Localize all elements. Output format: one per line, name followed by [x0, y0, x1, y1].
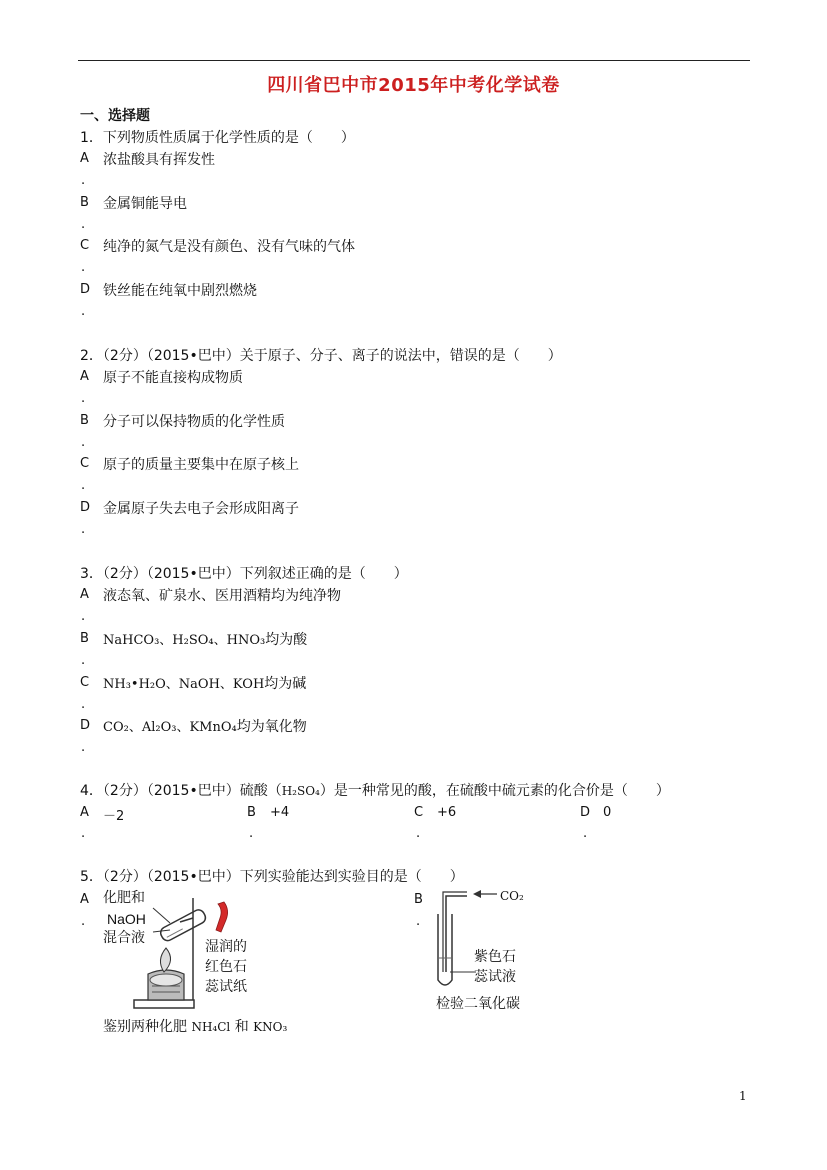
q4-option-d-letter: D — [580, 805, 591, 820]
q5-option-a-letter: A — [80, 892, 89, 907]
q2-option-d: 金属原子失去电子会形成阳离子 — [103, 501, 299, 517]
q5b-caption: 检验二氧化碳 — [436, 996, 520, 1012]
q5a-paper-line1: 湿润的 — [205, 939, 247, 955]
option-dot: . — [583, 826, 588, 841]
option-dot: . — [81, 435, 86, 450]
q3-option-d-letter: D — [80, 718, 91, 733]
q5a-caption-formula2: KNO₃ — [253, 1020, 288, 1034]
option-dot: . — [81, 826, 86, 841]
q4-option-b-letter: B — [247, 805, 256, 820]
q5b-liquid-line2: 蕊试液 — [474, 969, 516, 985]
q1-option-c: 纯净的氮气是没有颜色、没有气味的气体 — [103, 239, 355, 255]
page-number: 1 — [739, 1089, 747, 1103]
q2-stem: 2．（2分）（2015•巴中）关于原子、分子、离子的说法中，错误的是（ ） — [80, 348, 562, 364]
q2-option-d-letter: D — [80, 500, 91, 515]
q2-option-a: 原子不能直接构成物质 — [103, 370, 243, 386]
q3-option-a-letter: A — [80, 587, 89, 602]
q3-option-d-formula: CO₂、Al₂O₃、KMnO₄ — [103, 720, 237, 735]
q5b-gas-label: CO₂ — [500, 889, 524, 903]
option-dot: . — [81, 304, 86, 319]
q4-stem-post: ）是一种常见的酸，在硫酸中硫元素的化合价是（ ） — [319, 783, 670, 799]
q4-option-c: +6 — [437, 805, 457, 820]
q5b-liquid-line1: 紫色石 — [474, 949, 516, 965]
option-dot: . — [81, 260, 86, 275]
q2-option-c-letter: C — [80, 456, 90, 471]
q5a-label-line3: 混合液 — [103, 930, 145, 946]
q4-option-a: －2 — [103, 809, 125, 824]
q5a-label-line2: NaOH — [107, 911, 146, 927]
option-dot: . — [81, 914, 86, 929]
option-dot: . — [81, 173, 86, 188]
q1-option-d-letter: D — [80, 282, 91, 297]
option-dot: . — [249, 826, 254, 841]
option-dot: . — [81, 478, 86, 493]
q2-option-b: 分子可以保持物质的化学性质 — [103, 414, 285, 430]
q1-option-a: 浓盐酸具有挥发性 — [103, 152, 215, 168]
q5-stem: 5．（2分）（2015•巴中）下列实验能达到实验目的是（ ） — [80, 869, 464, 885]
q3-option-b-formula: NaHCO₃、H₂SO₄、HNO₃ — [103, 633, 266, 648]
q5a-caption-formula1: NH₄Cl — [191, 1020, 231, 1034]
option-dot: . — [416, 826, 421, 841]
page-title: 四川省巴中市2015年中考化学试卷 — [267, 75, 560, 96]
q2-option-c: 原子的质量主要集中在原子核上 — [103, 457, 299, 473]
q3-option-c-letter: C — [80, 675, 90, 690]
q2-option-a-letter: A — [80, 369, 89, 384]
q4-stem-pre: 4．（2分）（2015•巴中）硫酸（ — [80, 783, 282, 799]
q1-option-c-letter: C — [80, 238, 90, 253]
q4-option-b: +4 — [270, 805, 290, 820]
q3-stem: 3．（2分）（2015•巴中）下列叙述正确的是（ ） — [80, 566, 408, 582]
q4-stem — [80, 780, 670, 800]
q3-option-d — [103, 716, 307, 736]
q2-option-b-letter: B — [80, 413, 89, 428]
q4-option-d: 0 — [603, 805, 612, 820]
q3-option-d-text: 均为氧化物 — [236, 719, 307, 735]
option-dot: . — [81, 609, 86, 624]
q1-option-b: 金属铜能导电 — [103, 196, 187, 212]
q3-option-a: 液态氧、矿泉水、医用酒精均为纯净物 — [103, 588, 341, 604]
option-dot: . — [81, 653, 86, 668]
q1-option-d: 铁丝能在纯氧中剧烈燃烧 — [103, 283, 257, 299]
q5a-apparatus-illustration — [120, 888, 250, 1018]
option-dot: . — [416, 914, 421, 929]
option-dot: . — [81, 391, 86, 406]
q3-option-b-letter: B — [80, 631, 89, 646]
q3-option-c-text: 均为碱 — [264, 676, 307, 692]
q4-option-c-letter: C — [414, 805, 424, 820]
q3-option-b — [103, 629, 307, 649]
option-dot: . — [81, 740, 86, 755]
q5a-caption-mid: 和 — [234, 1019, 249, 1035]
q3-option-c-formula: NH₃•H₂O、NaOH、KOH — [103, 677, 265, 692]
q5a-paper-line2: 红色石 — [205, 959, 247, 975]
q5a-caption-text: 鉴别两种化肥 — [103, 1019, 187, 1035]
q5a-caption — [103, 1018, 287, 1037]
q5-option-b-letter: B — [414, 892, 423, 907]
q5a-paper-line3: 蕊试纸 — [205, 979, 247, 995]
q3-option-c — [103, 673, 306, 693]
q3-option-b-text: 均为酸 — [265, 632, 308, 648]
q5a-label-line1: 化肥和 — [103, 890, 145, 906]
top-rule — [78, 60, 750, 61]
q1-stem: 1．下列物质性质属于化学性质的是（ ） — [80, 130, 355, 146]
option-dot: . — [81, 522, 86, 537]
q1-option-a-letter: A — [80, 151, 89, 166]
q1-option-b-letter: B — [80, 195, 89, 210]
option-dot: . — [81, 697, 86, 712]
q4-option-a-letter: A — [80, 805, 89, 820]
option-dot: . — [81, 217, 86, 232]
q4-stem-formula: H₂SO₄ — [281, 784, 320, 798]
section-heading: 一、选择题 — [80, 108, 150, 124]
